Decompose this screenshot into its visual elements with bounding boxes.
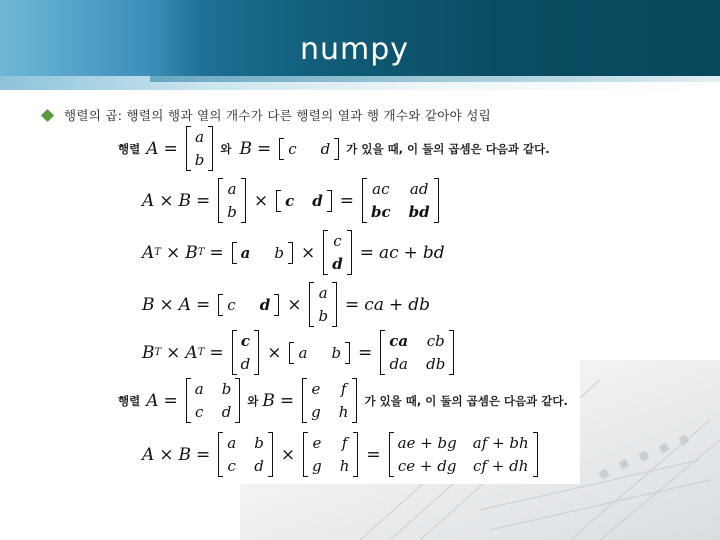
- slide-title: numpy: [300, 32, 410, 67]
- and-word: 와: [220, 141, 232, 156]
- symbol-b: B: [178, 444, 192, 465]
- matrix-cell: h: [338, 403, 349, 421]
- symbol-a: A: [142, 190, 155, 211]
- times-sign: ×: [159, 294, 174, 315]
- symbol-b: B: [178, 190, 192, 211]
- definition-row-1: [118, 126, 550, 171]
- equals-sign: =: [209, 242, 224, 263]
- matrix-cell: da: [389, 355, 408, 373]
- bullet-row: [42, 106, 491, 124]
- matrix-cell: a: [318, 284, 328, 302]
- matrix-cell: d: [332, 255, 343, 273]
- symbol-a: A: [178, 294, 192, 315]
- symbol-a: A: [142, 242, 155, 263]
- matrix-cell: af + bh: [472, 434, 529, 452]
- matrix-cell: e: [312, 434, 322, 452]
- matrix-cell: c: [285, 191, 295, 210]
- matrix-cell: f: [341, 434, 348, 452]
- matrix-cell: c: [227, 457, 236, 475]
- times-sign: ×: [267, 342, 282, 363]
- plus-sign: +: [403, 242, 418, 263]
- matrix-cell: cf + dh: [473, 457, 529, 475]
- matrix-product-2x2: [389, 432, 538, 477]
- matrix-cell: d: [312, 191, 323, 210]
- matrix-efgh: [302, 378, 357, 423]
- symbol-b: B: [262, 390, 275, 411]
- matrix-cell: c: [240, 332, 250, 350]
- times-sign: ×: [165, 242, 181, 263]
- equation-2x2-product: [142, 432, 541, 477]
- equals-sign: =: [196, 444, 211, 465]
- times-sign: ×: [253, 190, 269, 211]
- equals-sign: =: [279, 390, 295, 411]
- matrix-word: 행렬: [118, 393, 141, 408]
- matrix-cell: b: [221, 380, 232, 398]
- scalar-term: bd: [422, 242, 445, 263]
- matrix-cell: g: [312, 457, 322, 475]
- equals-sign: =: [196, 190, 211, 211]
- equals-sign: =: [359, 242, 374, 263]
- equation-ba: [142, 282, 430, 327]
- header-banner-highlight: [0, 0, 200, 76]
- scalar-term: ca: [364, 294, 384, 315]
- equals-sign: =: [345, 294, 360, 315]
- matrix-cell: cb: [426, 332, 445, 350]
- definition-text: 가 있을 때, 이 둘의 곱셈은 다음과 같다.: [364, 393, 568, 408]
- symbol-b: B: [239, 138, 252, 159]
- matrix-cell: b: [274, 243, 284, 262]
- matrix-product-cd-ab: [380, 330, 454, 375]
- matrix-cell: ce + dg: [397, 457, 457, 475]
- equals-sign: =: [196, 294, 211, 315]
- matrix-cell: b: [254, 434, 264, 452]
- matrix-cell: d: [221, 403, 232, 421]
- matrix-cell: b: [194, 151, 205, 169]
- matrix-cell: b: [318, 307, 329, 325]
- matrix-cell: a: [240, 243, 251, 262]
- matrix-cell: c: [227, 295, 236, 314]
- times-sign: ×: [287, 294, 302, 315]
- matrix-cell: a: [298, 343, 308, 362]
- matrix-cell: db: [426, 355, 446, 373]
- matrix-cell: b: [227, 203, 237, 221]
- symbol-a: A: [146, 138, 159, 159]
- symbol-b: B: [185, 242, 198, 263]
- matrix-cell: bd: [408, 203, 430, 221]
- matrix-cell: a: [227, 180, 237, 198]
- matrix-col-cd: [323, 230, 352, 275]
- matrix-cell: ad: [409, 180, 429, 198]
- matrix-cell: d: [254, 457, 264, 475]
- equals-sign: =: [339, 190, 355, 211]
- equation-ab: [142, 178, 442, 223]
- definition-text: 가 있을 때, 이 둘의 곱셈은 다음과 같다.: [346, 141, 550, 156]
- equation-bt-at: B T × A T = c d × a b = ca cb da db: [142, 330, 457, 375]
- matrix-col-ab: [218, 178, 246, 223]
- matrix-cell: c: [333, 232, 342, 250]
- matrix-product-ab-cd: [362, 178, 439, 223]
- times-sign: ×: [159, 444, 174, 465]
- matrix-col-cd: [232, 330, 260, 375]
- symbol-b: B: [142, 342, 155, 363]
- matrix-word: 행렬: [118, 141, 141, 156]
- matrix-cell: ac: [372, 180, 390, 198]
- matrix-abcd: [218, 432, 273, 477]
- matrix-cell: a: [227, 434, 237, 452]
- matrix-cell: h: [339, 457, 350, 475]
- times-sign: ×: [300, 242, 316, 263]
- bullet-text: 행렬의 곱: 행렬의 행과 열의 개수가 다른 행렬의 열과 행 개수와 같아야 성립: [64, 108, 492, 123]
- matrix-cell: c: [195, 403, 204, 421]
- matrix-cell: a: [195, 128, 205, 146]
- matrix-cell: d: [240, 355, 251, 373]
- matrix-cell: d: [320, 139, 331, 158]
- symbol-a: A: [142, 444, 155, 465]
- equation-at-bt: A T × B T = a b × c d = ac + bd: [142, 232, 445, 273]
- scalar-term: ac: [378, 242, 399, 263]
- definition-row-2: [118, 378, 568, 423]
- matrix-cell: bc: [371, 203, 391, 221]
- and-word: 와: [247, 393, 259, 408]
- matrix-efgh: [303, 432, 358, 477]
- matrix-row-ab: [289, 342, 350, 364]
- equals-sign: =: [163, 390, 178, 411]
- equals-sign: =: [358, 342, 373, 363]
- equals-sign: =: [163, 138, 178, 159]
- matrix-cell: e: [311, 380, 321, 398]
- times-sign: ×: [166, 342, 181, 363]
- matrix-abcd: [186, 378, 241, 423]
- times-sign: ×: [280, 444, 296, 465]
- matrix-cell: ca: [389, 332, 409, 350]
- matrix-cell: g: [311, 403, 321, 421]
- matrix-cell: d: [259, 295, 271, 314]
- scalar-term: db: [408, 294, 430, 315]
- plus-sign: +: [388, 294, 404, 315]
- matrix-row-cd: [218, 294, 279, 316]
- symbol-a: A: [185, 342, 198, 363]
- matrix-cell: c: [288, 139, 297, 158]
- matrix-cell: a: [194, 380, 204, 398]
- header-stripe-accent: [150, 76, 720, 82]
- symbol-a: A: [146, 390, 159, 411]
- math-content: [112, 124, 580, 484]
- matrix-row-ab: [232, 242, 293, 264]
- equals-sign: =: [366, 444, 381, 465]
- matrix-row-cd: [276, 190, 332, 212]
- diamond-bullet-icon: [42, 110, 53, 121]
- equals-sign: =: [209, 342, 224, 363]
- matrix-cell: ae + bg: [397, 434, 457, 452]
- matrix-row-cd: [279, 138, 339, 160]
- matrix-col-ab: [309, 282, 337, 327]
- times-sign: ×: [159, 190, 174, 211]
- matrix-cell: b: [331, 343, 342, 362]
- matrix-cell: f: [340, 380, 347, 398]
- symbol-b: B: [142, 294, 155, 315]
- equals-sign: =: [256, 138, 272, 159]
- matrix-col-ab: [186, 126, 214, 171]
